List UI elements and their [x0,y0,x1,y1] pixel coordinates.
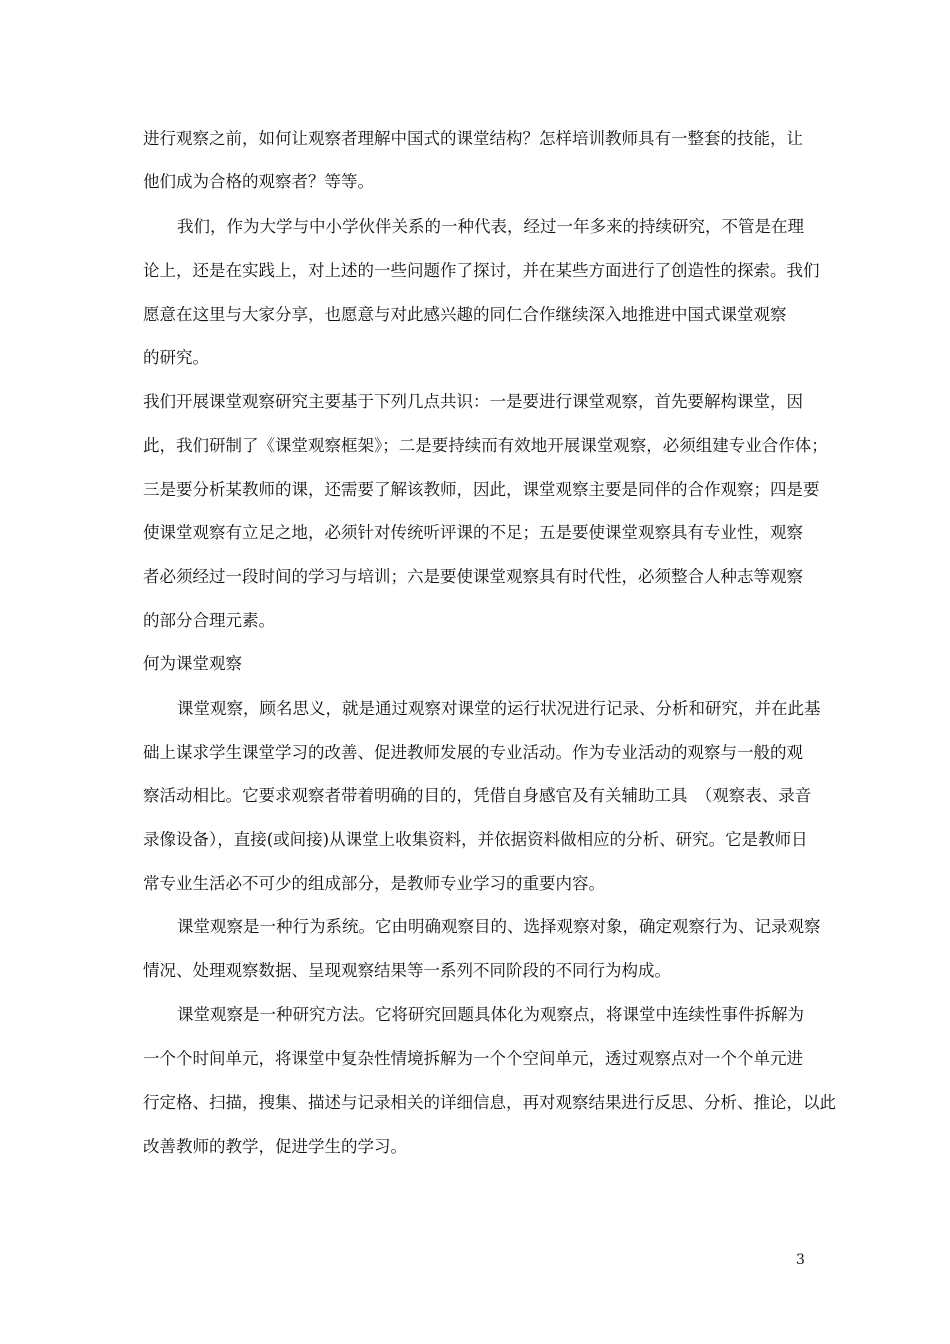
text-line: 课堂观察是一种研究方法。它将研究回题具体化为观察点，将课堂中连续性事件拆解为 [177,1005,804,1024]
text-line: 进行观察之前，如何让观察者理解中国式的课堂结构？怎样培训教师具有一整套的技能，让 [143,129,803,148]
page-number: 3 [796,1252,805,1268]
text-line: 一个个时间单元，将课堂中复杂性情境拆解为一个个空间单元，透过观察点对一个个单元进 [143,1049,803,1068]
text-line: 此，我们研制了《课堂观察框架》；二是要持续而有效地开展课堂观察，必须组建专业合作体； [143,436,828,455]
text-line: 我们，作为大学与中小学伙伴关系的一种代表，经过一年多来的持续研究，不管是在理 [177,217,804,236]
text-line: 常专业生活必不可少的组成部分，是教师专业学习的重要内容。 [143,874,605,893]
text-line: 情况、处理观察数据、呈现观察结果等一系列不同阶段的不同行为构成。 [143,961,671,980]
text-line: 的研究。 [143,348,209,367]
text-line: 他们成为合格的观察者？等等。 [143,172,374,191]
text-line: 愿意在这里与大家分享，也愿意与对此感兴趣的同仁合作继续深入地推进中国式课堂观察 [143,305,787,324]
text-line: 察活动相比。它要求观察者带着明确的目的，凭借自身感官及有关辅助工具 （观察表、录音 [143,786,812,805]
text-line: 我们开展课堂观察研究主要基于下列几点共识：一是要进行课堂观察，首先要解构课堂，因 [143,392,803,411]
text-line: 使课堂观察有立足之地，必须针对传统听评课的不足；五是要使课堂观察具有专业性，观察 [143,523,803,542]
text-line: 论上，还是在实践上，对上述的一些问题作了探讨，并在某些方面进行了创造性的探索。我们 [143,261,820,280]
text-line: 三是要分析某教师的课，还需要了解该教师，因此，课堂观察主要是同伴的合作观察；四是要 [143,480,820,499]
text-line: 础上谋求学生课堂学习的改善、促进教师发展的专业活动。作为专业活动的观察与一般的观 [143,743,803,762]
text-line: 者必须经过一段时间的学习与培训；六是要使课堂观察具有时代性，必须整合人种志等观察 [143,567,803,586]
text-line: 课堂观察，顾名思义，就是通过观察对课堂的运行状况进行记录、分析和研究，并在此基 [177,699,821,718]
text-line: 录像设备），直接(或间接)从课堂上收集资料，并依据资料做相应的分析、研究。它是教师日 [143,830,808,849]
text-line: 改善教师的教学，促进学生的学习。 [143,1137,407,1156]
section-heading: 何为课堂观察 [143,654,242,673]
text-line: 的部分合理元素。 [143,611,275,630]
text-line: 课堂观察是一种行为系统。它由明确观察目的、选择观察对象，确定观察行为、记录观察 [177,917,821,936]
text-line: 行定格、扫描，搜集、描述与记录相关的详细信息，再对观察结果进行反思、分析、推论，以此 [143,1093,836,1112]
